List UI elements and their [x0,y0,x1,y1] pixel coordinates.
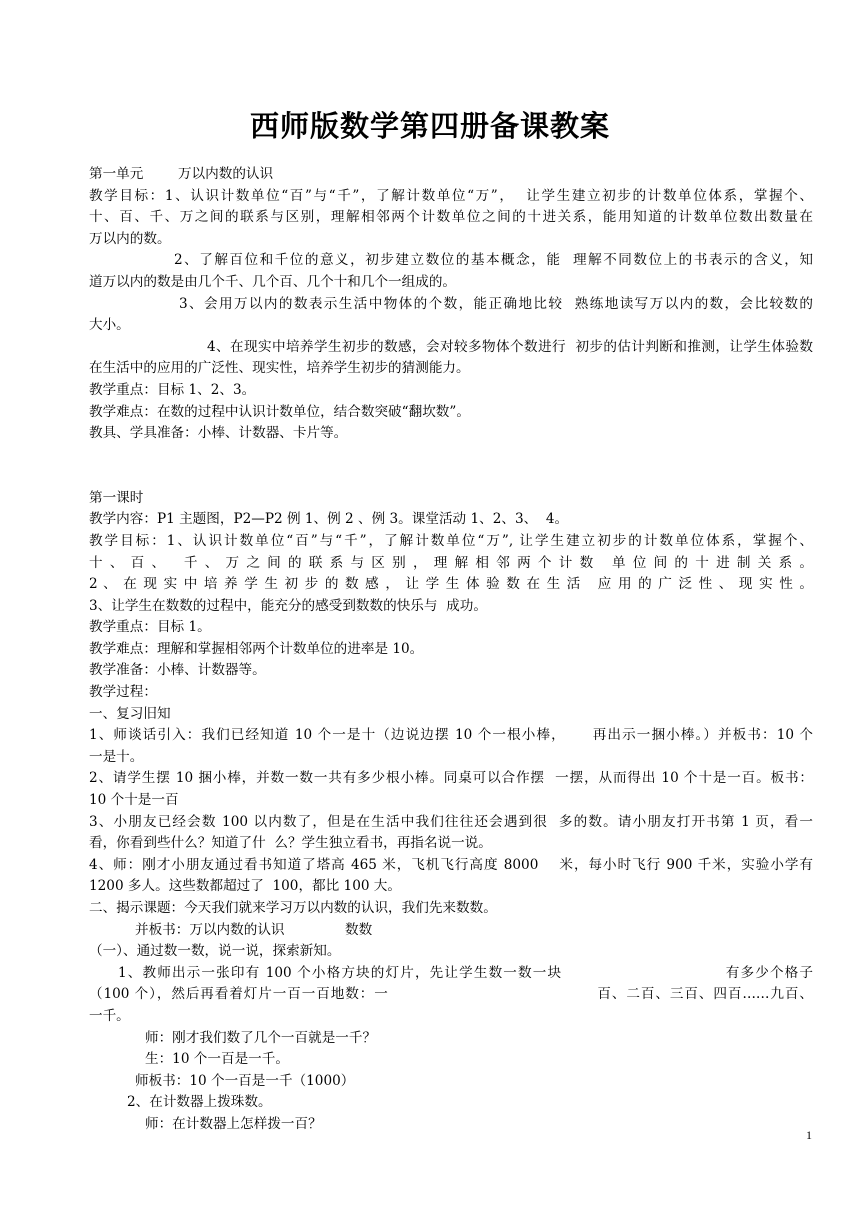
review-line: 2、请学生摆 10 捆小棒，并数一数一共有多少根小棒。同桌可以合作摆 一摆，从而得出 10 个十是一百。板书： [89,770,813,787]
page-number: 1 [806,1128,812,1142]
section-spacer [89,445,813,488]
review-line: 1200 多人。这些数都超过了 100，都比 100 大。 [89,878,401,895]
unit-goal-line: 教学目标：1、认识计数单位“百”与“千”，了解计数单位“万”， 让学生建立初步的计数单位体系，掌握个、 [89,187,813,204]
unit-goal-line: 道万以内的数是由几个千、几个百、几个十和几个一组成的。 [89,273,457,290]
explore-heading: （一）、通过数一数，说一说，探索新知。 [89,943,341,960]
lesson-goal-line: 教学目标：1、认识计数单位“百”与“千”，了解计数单位“万”, 让学生建立初步的计数单位体系，掌握个、 [89,532,813,549]
unit-difficulty: 教学难点：在数的过程中认识计数单位，结合数突破“翻坎数”。 [89,403,470,420]
unit-tools: 教具、学具准备：小棒、计数器、卡片等。 [89,425,348,442]
review-line: 看，你看到些什么？知道了什 么？学生独立看书，再指名说一说。 [89,835,492,852]
dialogue-line: 师板书：10 个一百是一千（1000） [135,1072,355,1089]
unit-goal-line: 4、在现实中培养学生初步的数感，会对较多物体个数进行 初步的估计判断和推测，让学生体验数 [207,338,813,355]
unit-heading: 第一单元 万以内数的认识 [89,166,274,182]
explore-line: 一千。 [89,1007,130,1024]
review-line: 10 个十是一百 [89,792,179,809]
review-heading: 一、复习旧知 [89,705,171,722]
lesson-prep: 教学准备：小棒、计数器等。 [89,662,266,679]
unit-goal-line: 大小。 [89,317,130,334]
unit-key-point: 教学重点：目标 1、2、3。 [89,381,256,398]
lesson-key-point: 教学重点：目标 1。 [89,619,211,636]
dialogue-line: 师：刚才我们数了几个一百就是一千？ [145,1029,377,1046]
reveal-topic: 二、揭示课题：今天我们就来学习万以内数的认识，我们先来数数。 [89,900,497,916]
review-line: 4、师：刚才小朋友通过看书知道了塔高 465 米，飞机飞行高度 8000 米，每小时飞行 900 千米，实验小学有 [89,856,813,873]
dialogue-line: 生：10 个一百是一千。 [145,1051,289,1068]
explore-line: 1、教师出示一张印有 100 个小格方块的灯片，先让学生数一数一块 有多少个格子 [118,964,813,981]
unit-goal-line: 2、了解百位和千位的意义，初步建立数位的基本概念，能 理解不同数位上的书表示的含义，知 [174,252,813,269]
unit-goal-line: 万以内的数。 [89,230,171,247]
lesson-goal-line: 3、让学生在数数的过程中，能充分的感受到数数的快乐与 成功。 [89,597,487,614]
review-line: 1、师谈话引入：我们已经知道 10 个一是十（边说边摆 10 个一根小棒， 再出示一捆小棒。）并板书：10 个 [89,727,813,744]
dialogue-line: 师：在计数器上怎样拨一百？ [145,1115,322,1132]
lesson-difficulty: 教学难点：理解和掌握相邻两个计数单位的进率是 10。 [89,640,424,657]
unit-goal-line: 在生活中的应用的广泛性、现实性，培养学生初步的猜测能力。 [89,360,470,377]
explore-line: （100 个），然后再看着灯片一百一百地数：一 百、二百、三百、四百……九百、 [89,986,813,1003]
lesson-heading: 第一课时 [89,489,144,506]
unit-goal-line: 十、百、千、万之间的联系与区别，理解相邻两个计数单位之间的十进关系，能用知道的计数单位数出数量在 [89,209,813,226]
document-title: 西师版数学第四册备课教案 [249,109,610,143]
unit-goal-line: 3、会用万以内的数表示生活中物体的个数，能正确地比较 熟练地读写万以内的数，会比较数的 [179,295,813,312]
lesson-goal-line: 2 、 在 现 实 中 培 养 学 生 初 步 的 数 感 ， 让 学 生 体 验 数 在 生 活 应 用 的 广 泛 性 、 现 实 性 。 [89,576,813,593]
lesson-process-heading: 教学过程： [89,684,157,701]
board-writing: 并板书：万以内数的认识 数数 [135,921,373,938]
explore-line: 2、在计数器上拨珠数。 [127,1094,272,1111]
document-body [89,164,813,1136]
review-line: 3、小朋友已经会数 100 以内数了，但是在生活中我们往往还会遇到很 多的数。请小朋友打开书第 1 页，看一 [89,813,813,830]
lesson-goal-line: 十 、 百 、 千 、 万 之 间 的 联 系 与 区 别 ， 理 解 相 邻 两 个 计 数 单 位 间 的 十 进 制 关 系 。 [89,554,813,571]
lesson-content: 教学内容：P1 主题图，P2—P2 例 1、例 2 、例 3。课堂活动 1、2、3、 4。 [89,511,569,528]
review-line: 一是十。 [89,748,144,765]
